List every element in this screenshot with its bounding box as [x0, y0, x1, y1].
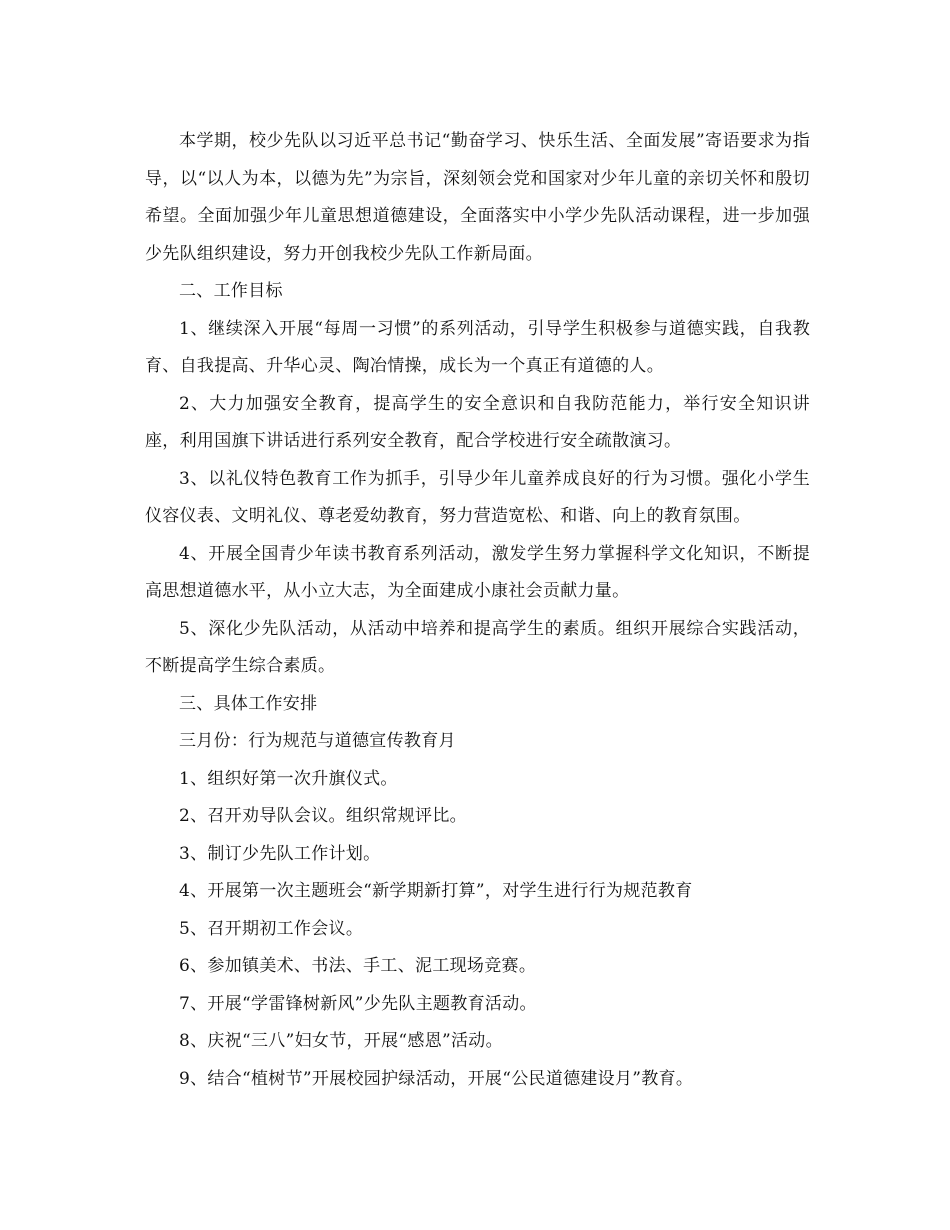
arrangement-item: 9、结合“植树节”开展校园护绿活动，开展“公民道德建设月”教育。 — [179, 1068, 694, 1089]
arrangement-item: 6、参加镇美术、书法、手工、泥工现场竞赛。 — [179, 956, 537, 976]
document-body — [145, 123, 810, 1098]
arrangement-item: 3、制订少先队工作计划。 — [179, 843, 381, 864]
goal-item: 2、大力加强安全教育，提高学生的安全意识和自我防范能力，举行安全知识讲座，利用国旗下讲话进行系列安全教育，配合学校进行安全疏散演习。 — [145, 393, 810, 451]
arrangement-item: 4、开展第一次主题班会“新学期新打算”，对学生进行行为规范教育 — [179, 881, 693, 901]
arrangement-item: 1、组织好第一次升旗仪式。 — [179, 768, 398, 789]
goal-item: 1、继续深入开展“每周一习惯”的系列活动，引导学生积极参与道德实践，自我教育、自我提高、升华心灵、陶冶情操，成长为一个真正有道德的人。 — [145, 318, 810, 376]
arrangement-item: 8、庆祝“三八”妇女节，开展“感恩”活动。 — [179, 1031, 503, 1051]
goal-item: 5、深化少先队活动，从活动中培养和提高学生的素质。组织开展综合实践活动，不断提高学生综合素质。 — [145, 618, 810, 676]
goal-item: 4、开展全国青少年读书教育系列活动，激发学生努力掌握科学文化知识，不断提高思想道德水平，从小立大志，为全面建成小康社会贡献力量。 — [145, 543, 810, 601]
section-heading-arrangements: 三、具体工作安排 — [179, 693, 318, 714]
arrangement-item: 5、召开期初工作会议。 — [179, 918, 364, 939]
intro-paragraph: 本学期，校少先队以习近平总书记“勤奋学习、快乐生活、全面发展”寄语要求为指导，以“以人为本，以德为先”为宗旨，深刻领会党和国家对少年儿童的亲切关怀和殷切希望。全面加强少年儿童思想道德建设，全面落实中小学少先队活动课程，进一步加强少先队组织建设，努力开创我校少先队工作新局面。 — [145, 131, 810, 264]
arrangement-item: 7、开展“学雷锋树新风”少先队主题教育活动。 — [179, 993, 537, 1014]
goal-item: 3、以礼仪特色教育工作为抓手，引导少年儿童养成良好的行为习惯。强化小学生仪容仪表、文明礼仪、尊老爱幼教育，努力营造宽松、和谐、向上的教育氛围。 — [145, 468, 810, 526]
section-heading-goals: 二、工作目标 — [179, 281, 283, 301]
arrangement-item: 2、召开劝导队会议。组织常规评比。 — [179, 806, 467, 826]
month-heading: 三月份：行为规范与道德宣传教育月 — [179, 731, 456, 751]
